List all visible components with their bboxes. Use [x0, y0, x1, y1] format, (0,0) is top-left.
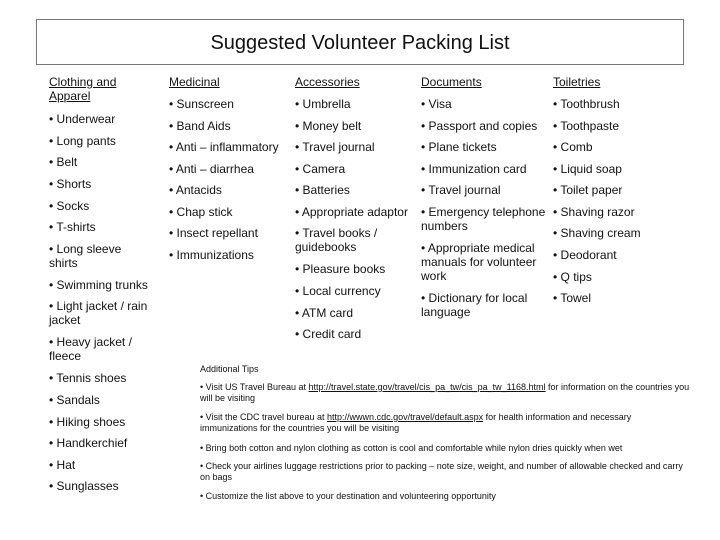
list-item: • Anti – inflammatory — [169, 140, 279, 154]
page-title: Suggested Volunteer Packing List — [210, 32, 510, 54]
list-item: • Long sleeve shirts — [49, 242, 122, 270]
list-item: • Handkerchief — [49, 436, 128, 450]
list-item: • Sunglasses — [49, 479, 119, 493]
column-medicinal — [169, 75, 289, 262]
list-item: • Underwear — [49, 112, 116, 126]
list-item: • Band Aids — [169, 119, 231, 133]
list-item: • Tennis shoes — [49, 371, 127, 385]
column-clothing — [49, 75, 149, 493]
list-item: • Long pants — [49, 134, 116, 148]
list-item: • Visa — [421, 97, 452, 111]
tip-item: • Bring both cotton and nylon clothing as cotton is cool and comfortable while nylon dries quickly when wet — [200, 443, 623, 453]
list-item: • Socks — [49, 199, 90, 213]
list-item: • Chap stick — [169, 205, 233, 219]
tip-item: • Customize the list above to your destination and volunteering opportunity — [200, 491, 496, 501]
list-item: • Credit card — [295, 327, 362, 341]
tip-text: for information on the countries you will be visiting — [200, 382, 690, 403]
list-item: • Sandals — [49, 393, 100, 407]
title-box — [36, 19, 684, 65]
column-documents — [421, 75, 547, 319]
list-item: • Toothbrush — [553, 97, 620, 111]
list-item: • Insect repellant — [169, 226, 258, 240]
tip-item — [200, 412, 690, 434]
list-item: • Toilet paper — [553, 183, 623, 197]
list-item: • Antacids — [169, 183, 222, 197]
tip-text: • Visit the CDC travel bureau at — [200, 412, 328, 422]
list-item: • Swimming trunks — [49, 278, 148, 292]
list-item: • Travel journal — [295, 140, 375, 154]
list-item: • Camera — [295, 162, 346, 176]
list-item: • Comb — [553, 140, 593, 154]
list-item: • Hat — [49, 458, 76, 472]
column-header: Medicinal — [169, 75, 220, 89]
list-item: • Umbrella — [295, 97, 351, 111]
list-item: • Liquid soap — [553, 162, 622, 176]
list-item: • Immunization card — [421, 162, 527, 176]
tip-item: • Check your airlines luggage restrictions prior to packing – note size, weight, and number of allowable checked and carry on bags — [200, 461, 683, 482]
tip-text: • Visit US Travel Bureau at — [200, 382, 309, 392]
list-item: • Heavy jacket / fleece — [49, 335, 132, 363]
column-header: Clothing and Apparel — [49, 75, 117, 103]
tip-text: for health information and necessary immunizations for the countries you will be visiting — [200, 412, 632, 433]
list-item: • Sunscreen — [169, 97, 234, 111]
list-item: • Batteries — [295, 183, 350, 197]
column-toiletries — [553, 75, 673, 305]
tip-item — [200, 382, 690, 404]
list-item: • Immunizations — [169, 248, 254, 262]
column-header: Accessories — [295, 75, 360, 89]
column-header: Toiletries — [553, 75, 601, 89]
list-item: • Pleasure books — [295, 262, 386, 276]
list-item: • Plane tickets — [421, 140, 497, 154]
list-item: • Deodorant — [553, 248, 617, 262]
list-item: • Q tips — [553, 270, 592, 284]
list-item: • Local currency — [295, 284, 381, 298]
list-item: • Emergency telephone numbers — [421, 205, 546, 233]
list-item: • Towel — [553, 291, 591, 305]
list-item: • Travel journal — [421, 183, 501, 197]
column-header: Documents — [421, 75, 482, 89]
column-accessories — [295, 75, 420, 341]
list-item: • Shaving razor — [553, 205, 635, 219]
list-item: • Shorts — [49, 177, 92, 191]
list-item: • Toothpaste — [553, 119, 620, 133]
tips-heading: Additional Tips — [200, 364, 259, 374]
list-item: • Appropriate adaptor — [295, 205, 408, 219]
list-item: • Travel books / guidebooks — [295, 226, 378, 254]
list-item: • T-shirts — [49, 220, 96, 234]
list-item: • Anti – diarrhea — [169, 162, 254, 176]
cdc-travel-link[interactable]: http://wwwn.cdc.gov/travel/default.aspx — [327, 412, 484, 422]
list-item: • Light jacket / rain jacket — [49, 299, 148, 327]
list-item: • Shaving cream — [553, 226, 641, 240]
list-item: • Passport and copies — [421, 119, 538, 133]
list-item: • Dictionary for local language — [421, 291, 528, 319]
list-item: • Money belt — [295, 119, 362, 133]
list-item: • ATM card — [295, 306, 353, 320]
list-item: • Hiking shoes — [49, 415, 126, 429]
travel-bureau-link[interactable]: http://travel.state.gov/travel/cis_pa_tw/cis_pa_tw_1168.html — [308, 382, 546, 392]
list-item: • Belt — [49, 155, 78, 169]
list-item: • Appropriate medical manuals for volunteer work — [421, 241, 537, 283]
